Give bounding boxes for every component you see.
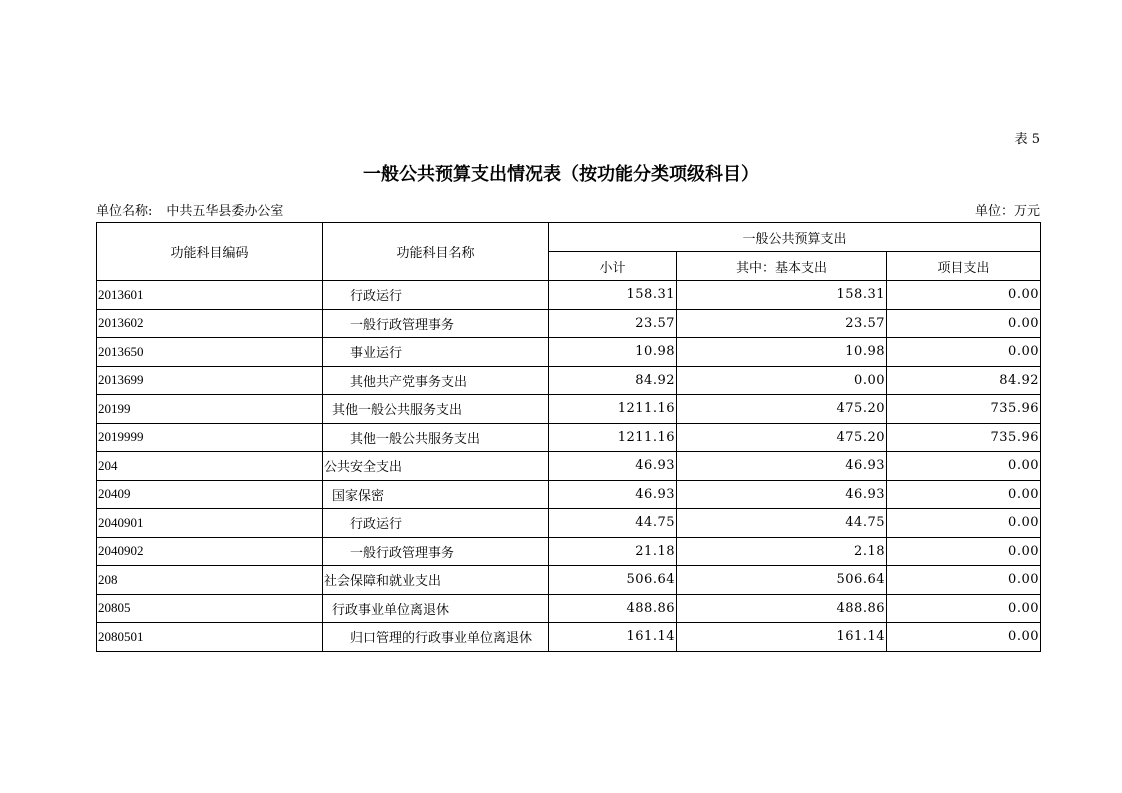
code-cell: 2040901 — [97, 509, 323, 538]
table-row — [97, 594, 1041, 623]
name-cell: 其他共产党事务支出 — [323, 366, 549, 395]
name-cell: 其他一般公共服务支出 — [323, 395, 549, 424]
project-cell: 84.92 — [887, 366, 1041, 395]
basic-cell: 475.20 — [677, 423, 887, 452]
subtotal-cell: 46.93 — [549, 480, 677, 509]
project-cell: 0.00 — [887, 594, 1041, 623]
code-cell: 2013699 — [97, 366, 323, 395]
table-row — [97, 452, 1041, 481]
code-cell: 2080501 — [97, 623, 323, 652]
code-cell: 208 — [97, 566, 323, 595]
code-cell: 2019999 — [97, 423, 323, 452]
code-cell: 2013602 — [97, 309, 323, 338]
subtotal-cell: 84.92 — [549, 366, 677, 395]
subtotal-cell: 46.93 — [549, 452, 677, 481]
name-cell: 一般行政管理事务 — [323, 309, 549, 338]
table-row — [97, 338, 1041, 367]
project-cell: 0.00 — [887, 537, 1041, 566]
basic-cell: 44.75 — [677, 509, 887, 538]
basic-cell: 506.64 — [677, 566, 887, 595]
subtotal-cell: 506.64 — [549, 566, 677, 595]
subtotal-cell: 23.57 — [549, 309, 677, 338]
project-cell: 0.00 — [887, 281, 1041, 310]
page-title: 一般公共预算支出情况表（按功能分类项级科目） — [363, 164, 759, 185]
basic-cell: 46.93 — [677, 452, 887, 481]
basic-cell: 10.98 — [677, 338, 887, 367]
project-cell: 0.00 — [887, 623, 1041, 652]
name-cell: 行政运行 — [323, 281, 549, 310]
table-row — [97, 509, 1041, 538]
table-row — [97, 366, 1041, 395]
subtotal-cell: 44.75 — [549, 509, 677, 538]
name-cell: 行政运行 — [323, 509, 549, 538]
table-row — [97, 480, 1041, 509]
subtotal-cell: 10.98 — [549, 338, 677, 367]
basic-cell: 158.31 — [677, 281, 887, 310]
table-row — [97, 566, 1041, 595]
unit-name: 中共五华县委办公室 — [166, 204, 284, 219]
table-row — [97, 423, 1041, 452]
project-cell: 0.00 — [887, 509, 1041, 538]
header-name: 功能科目名称 — [323, 223, 549, 281]
basic-cell: 161.14 — [677, 623, 887, 652]
header-code: 功能科目编码 — [97, 223, 323, 281]
unit-name-block — [96, 200, 283, 219]
code-cell: 20805 — [97, 594, 323, 623]
code-cell: 204 — [97, 452, 323, 481]
subtotal-cell: 158.31 — [549, 281, 677, 310]
name-cell: 事业运行 — [323, 338, 549, 367]
name-cell: 社会保障和就业支出 — [323, 566, 549, 595]
unit-label: 单位：万元 — [974, 204, 1040, 219]
header-project: 项目支出 — [887, 252, 1041, 281]
name-cell: 公共安全支出 — [323, 452, 549, 481]
header-group: 一般公共预算支出 — [549, 223, 1041, 252]
subtotal-cell: 488.86 — [549, 594, 677, 623]
header-subtotal: 小计 — [549, 252, 677, 281]
basic-cell: 46.93 — [677, 480, 887, 509]
code-cell: 2013650 — [97, 338, 323, 367]
subtotal-cell: 1211.16 — [549, 423, 677, 452]
project-cell: 0.00 — [887, 338, 1041, 367]
name-cell: 其他一般公共服务支出 — [323, 423, 549, 452]
project-cell: 0.00 — [887, 452, 1041, 481]
project-cell: 0.00 — [887, 480, 1041, 509]
subtotal-cell: 1211.16 — [549, 395, 677, 424]
table-row — [97, 281, 1041, 310]
project-cell: 0.00 — [887, 309, 1041, 338]
code-cell: 20409 — [97, 480, 323, 509]
project-cell: 735.96 — [887, 423, 1041, 452]
budget-table-body — [97, 223, 1041, 652]
basic-cell: 475.20 — [677, 395, 887, 424]
meta-row — [96, 200, 1040, 219]
project-cell: 0.00 — [887, 566, 1041, 595]
table-number: 表 5 — [1014, 132, 1040, 147]
name-cell: 国家保密 — [323, 480, 549, 509]
table-row — [97, 537, 1041, 566]
header-basic: 其中：基本支出 — [677, 252, 887, 281]
basic-cell: 2.18 — [677, 537, 887, 566]
code-cell: 2040902 — [97, 537, 323, 566]
code-cell: 20199 — [97, 395, 323, 424]
project-cell: 735.96 — [887, 395, 1041, 424]
unit-name-label: 单位名称: — [96, 204, 153, 219]
table-row — [97, 623, 1041, 652]
name-cell: 一般行政管理事务 — [323, 537, 549, 566]
basic-cell: 0.00 — [677, 366, 887, 395]
basic-cell: 23.57 — [677, 309, 887, 338]
budget-table — [96, 222, 1041, 652]
basic-cell: 488.86 — [677, 594, 887, 623]
subtotal-cell: 21.18 — [549, 537, 677, 566]
name-cell: 归口管理的行政事业单位离退休 — [323, 623, 549, 652]
table-row — [97, 395, 1041, 424]
code-cell: 2013601 — [97, 281, 323, 310]
header-row-1 — [97, 223, 1041, 252]
name-cell: 行政事业单位离退休 — [323, 594, 549, 623]
table-row — [97, 309, 1041, 338]
subtotal-cell: 161.14 — [549, 623, 677, 652]
